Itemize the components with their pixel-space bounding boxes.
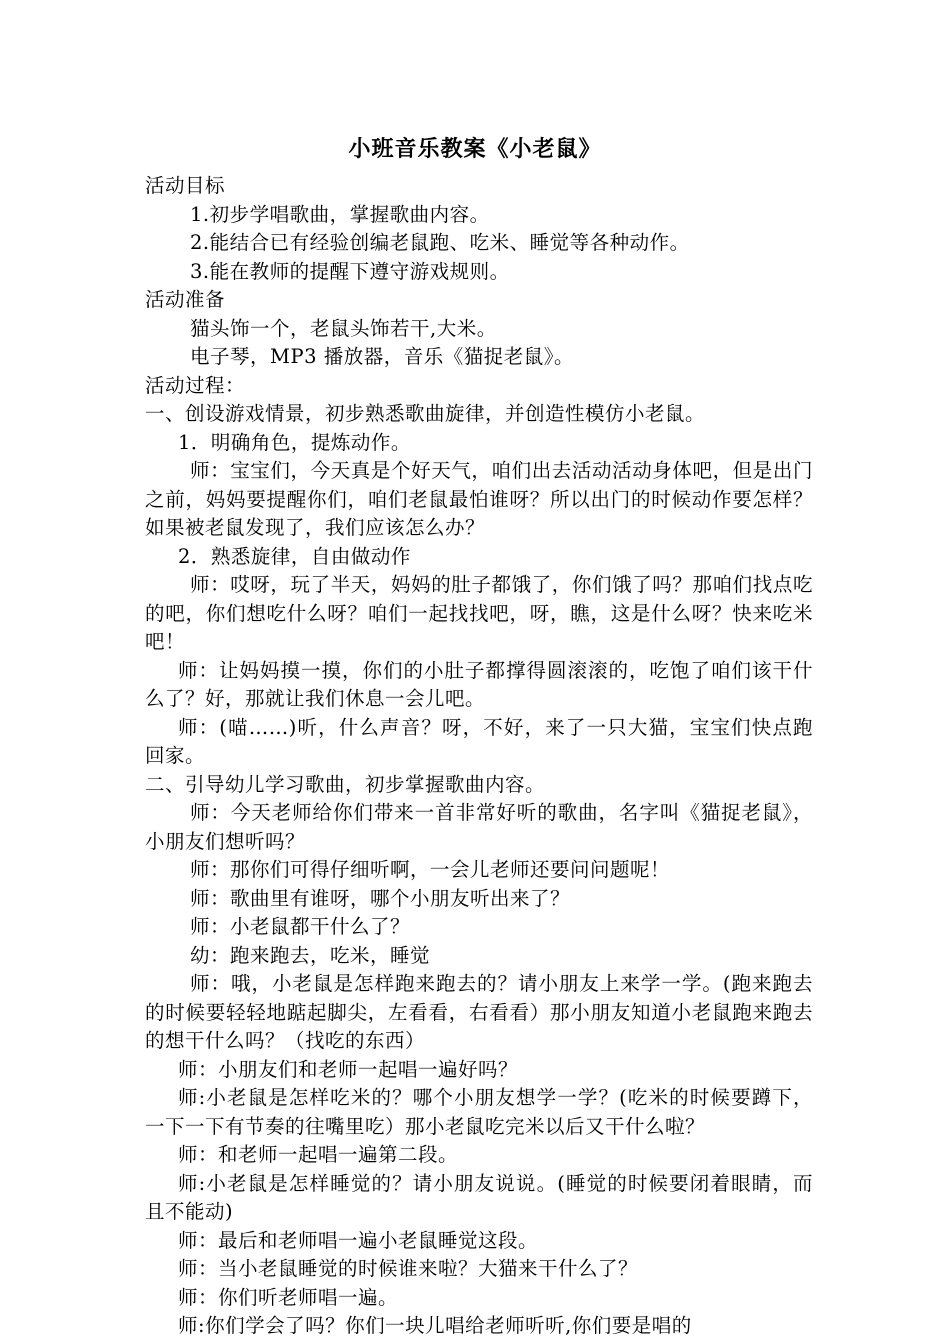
- paragraph: 师：那你们可得仔细听啊，一会儿老师还要问问题呢！: [190, 858, 671, 881]
- prep-heading: 活动准备: [145, 288, 226, 311]
- prep-item-2: 电子琴，MP3 播放器，音乐《猫捉老鼠》。: [190, 345, 574, 368]
- paragraph: 师：歌曲里有谁呀，哪个小朋友听出来了？: [190, 886, 571, 910]
- goal-item-2: 2.能结合已有经验创编老鼠跑、吃米、睡觉等各种动作。: [190, 231, 690, 254]
- paragraph: 师:小老鼠是怎样吃米的？哪个小朋友想学一学？(吃米的时候要蹲下，一下一下有节奏的往嘴里吃）那小老鼠吃完米以后又干什么啦？: [145, 1086, 813, 1138]
- paragraph: 师：(喵……)听，什么声音？呀，不好，来了一只大猫，宝宝们快点跑回家。: [145, 715, 813, 767]
- goals-heading: 活动目标: [145, 174, 226, 197]
- goal-item-1: 1.初步学唱歌曲，掌握歌曲内容。: [190, 202, 490, 226]
- paragraph: 师:你们学会了吗？你们一块儿唱给老师听听,你们要是唱的: [178, 1314, 692, 1337]
- paragraph: 师：最后和老师唱一遍小老鼠睡觉这段。: [178, 1228, 539, 1252]
- paragraph: 幼：跑来跑去，吃米，睡觉: [190, 943, 431, 967]
- paragraph: 师：和老师一起唱一遍第二段。: [178, 1143, 459, 1166]
- paragraph: 师：哦，小老鼠是怎样跑来跑去的？请小朋友上来学一学。(跑来跑去的时候要轻轻地踮起脚尖，左看看，右看看）那小朋友知道小老鼠跑来跑去的想干什么吗？（找吃的东西）: [145, 972, 813, 1052]
- step1-heading: 1．明确角色，提炼动作。: [178, 430, 411, 454]
- paragraph: 师：今天老师给你们带来一首非常好听的歌曲，名字叫《猫捉老鼠》，小朋友们想听吗？: [145, 801, 813, 853]
- paragraph: 师：哎呀，玩了半天，妈妈的肚子都饿了，你们饿了吗？那咱们找点吃的吧，你们想吃什么呀？咱们一起找找吧，呀，瞧，这是什么呀？快来吃米吧！: [145, 573, 813, 653]
- paragraph: 师:小老鼠是怎样睡觉的？请小朋友说说。(睡觉的时候要闭着眼睛，而且不能动): [145, 1171, 813, 1223]
- paragraph: 师：小朋友们和老师一起唱一遍好吗？: [178, 1057, 519, 1081]
- paragraph: 师：当小老鼠睡觉的时候谁来啦？大猫来干什么了？: [178, 1257, 639, 1280]
- document-title: 小班音乐教案《小老鼠》: [348, 136, 602, 162]
- step2-heading: 2．熟悉旋律，自由做动作: [178, 544, 411, 568]
- part1-heading: 一、创设游戏情景，初步熟悉歌曲旋律，并创造性模仿小老鼠。: [145, 402, 706, 425]
- process-heading: 活动过程：: [145, 373, 246, 397]
- document-body: [145, 172, 813, 1341]
- paragraph: 师：小老鼠都干什么了？: [190, 915, 411, 938]
- part2-heading: 二、引导幼儿学习歌曲，初步掌握歌曲内容。: [145, 772, 546, 796]
- goal-item-3: 3.能在教师的提醒下遵守游戏规则。: [190, 259, 510, 283]
- paragraph: 师：让妈妈摸一摸，你们的小肚子都撑得圆滚滚的，吃饱了咱们该干什么了？好，那就让我们休息一会儿吧。: [145, 658, 813, 710]
- paragraph: 师：宝宝们，今天真是个好天气，咱们出去活动活动身体吧，但是出门之前，妈妈要提醒你们，咱们老鼠最怕谁呀？所以出门的时候动作要怎样？如果被老鼠发现了，我们应该怎么办？: [145, 459, 813, 539]
- prep-item-1: 猫头饰一个，老鼠头饰若干,大米。: [190, 316, 497, 340]
- paragraph: 师：你们听老师唱一遍。: [178, 1285, 399, 1309]
